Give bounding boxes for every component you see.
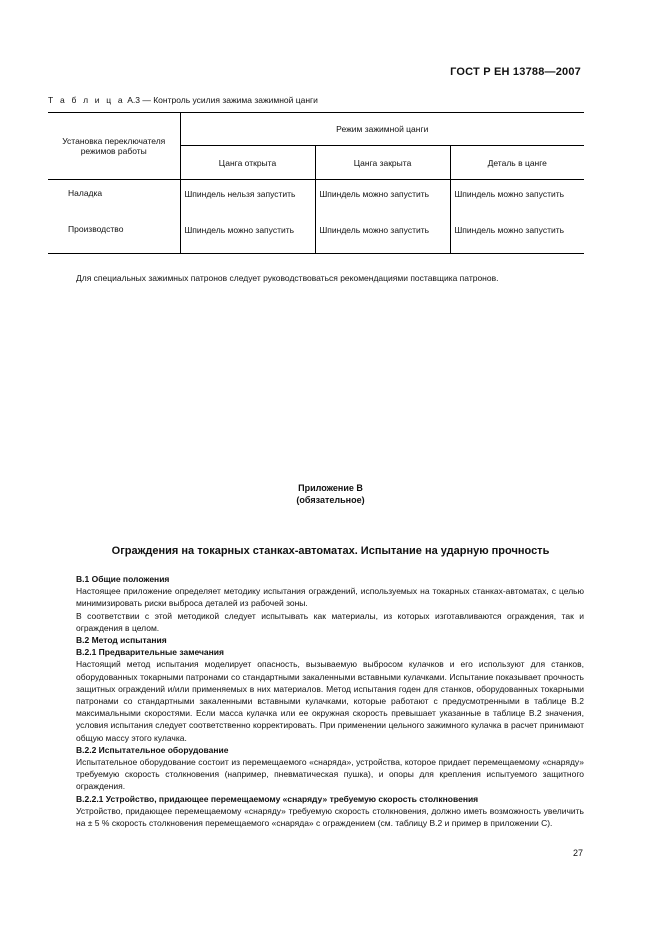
table-cell: Шпиндель можно запустить <box>315 180 450 218</box>
paragraph: Настоящее приложение определяет методику испытания ограждений, используемых на токарных станках-автоматах, с целью минимизировать риски выброса деталей из рабочей зоны. <box>76 586 584 609</box>
table-cell: Шпиндель можно запустить <box>450 180 584 218</box>
table-cell-mode: Производство <box>48 218 180 254</box>
paragraph: Настоящий метод испытания моделирует опасность, вызываемую выбросом кулачков и его используют для станков, оборудованных токарными патронами со стандартными закаленными вставными кулачками. Испытание показывает прочность защитных ограждений и/или применяемых в них материалов. Метод испытания годен для станков, оборудованных токарными патронами со стандартными закаленными вставными кулачками, которые работают с предусмотренными в таблице В.2 максимальными скоростями. Если масса кулачка или ее окружная скорость превышает указанные в таблице В.2 значения, условия испытания следует соответственно корректировать. При применении цельного зажимного кулачка в расчет принимают общую массу этого кулачка. <box>76 659 584 743</box>
paragraph: В соответствии с этой методикой следует испытывать как материалы, из которых изготавливаются ограждения, так и ограждения в целом. <box>76 610 584 633</box>
table-note: Для специальных зажимных патронов следует руководствоваться рекомендациями поставщика патронов. <box>76 273 499 283</box>
appendix-body <box>76 573 584 829</box>
appendix-title: Приложение В <box>298 483 363 493</box>
heading-b21: В.2.1 Предварительные замечания <box>76 647 224 658</box>
table-cell: Шпиндель можно запустить <box>315 218 450 254</box>
table-row <box>48 180 584 218</box>
table-header-col: Деталь в цанге <box>450 146 584 180</box>
table-header-mode: Установка переключателя режимов работы <box>48 113 180 180</box>
heading-b1: В.1 Общие положения <box>76 574 170 584</box>
section-title: Ограждения на токарных станках-автоматах. Испытание на ударную прочность <box>111 545 550 557</box>
table-header-col: Цанга открыта <box>180 146 315 180</box>
appendix-status: (обязательное) <box>296 495 365 505</box>
heading-b22: В.2.2 Испытательное оборудование <box>76 744 229 755</box>
table-header-group: Режим зажимной цанги <box>180 113 584 146</box>
document-header: ГОСТ Р ЕН 13788—2007 <box>450 66 581 78</box>
paragraph: Устройство, придающее перемещаемому «снаряду» требуемую скорость столкновения, должно иметь возможность увеличить на ± 5 % скорость столкновения перемещаемого «снаряда» с ограждением (см. таблицу В.2 и пример в приложении С). <box>76 805 584 829</box>
table-caption-prefix: Т а б л и ц а <box>48 95 125 105</box>
table-caption-text: А.3 — Контроль усилия зажима зажимной цанги <box>124 95 318 105</box>
table-cell: Шпиндель нельзя запустить <box>180 180 315 218</box>
table-header-col: Цанга закрыта <box>315 146 450 180</box>
clamp-control-table <box>48 112 584 254</box>
heading-b221: В.2.2.1 Устройство, придающее перемещаемому «снаряду» требуемую скорость столкновения <box>76 793 479 804</box>
heading-b2: В.2 Метод испытания <box>76 635 167 646</box>
table-cell-mode: Наладка <box>68 188 103 198</box>
table-row <box>48 218 584 254</box>
table-cell: Шпиндель можно запустить <box>180 218 315 254</box>
page-number: 27 <box>572 848 583 858</box>
paragraph: Испытательное оборудование состоит из перемещаемого «снаряда», устройства, которое придает перемещаемому «снаряду» требуемую скорость столкновения (например, пневматическая пушка), и опоры для крепления испытуемого защитного ограждения. <box>76 757 584 792</box>
table-cell: Шпиндель можно запустить <box>450 218 584 254</box>
table-caption <box>48 95 318 105</box>
